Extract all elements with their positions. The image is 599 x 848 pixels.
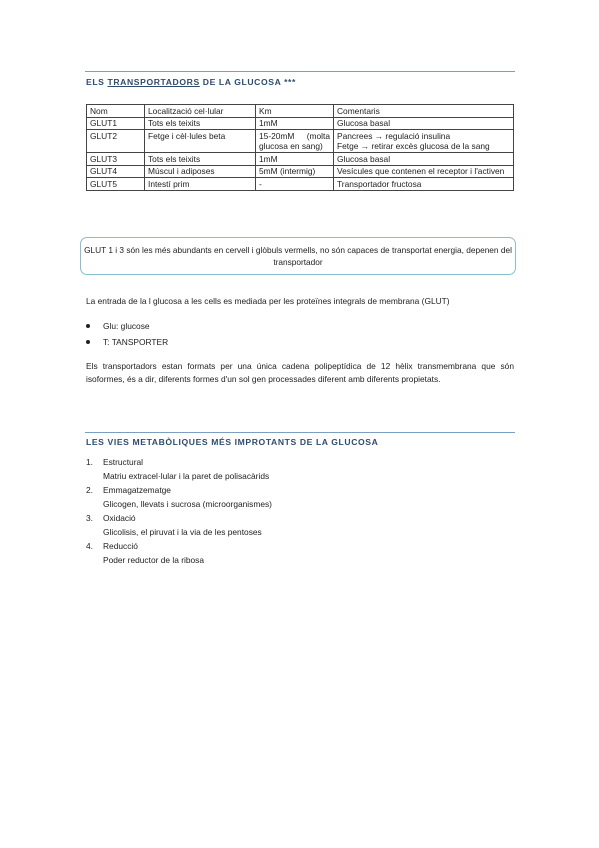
table-cell: - xyxy=(256,178,334,191)
list-item-title: Emmagatzematge xyxy=(103,485,171,495)
table-cell: Glucosa basal xyxy=(334,117,514,130)
bullet-dot-icon xyxy=(86,324,90,328)
list-item-detail: Glicogen, llevats i sucrosa (microorganismes) xyxy=(103,498,272,509)
list-item-detail: Matriu extracel·lular i la paret de polisacàrids xyxy=(103,470,270,481)
list-number: 1. xyxy=(86,457,93,467)
table-header-row xyxy=(87,105,514,118)
table-cell: Glucosa basal xyxy=(334,153,514,166)
table-cell: 5mM (intermig) xyxy=(256,165,334,178)
table-cell: GLUT1 xyxy=(87,117,145,130)
callout-text: GLUT 1 i 3 són les més abundants en cervell i glòbuls vermells, no són capaces de transportat energia, depenen del transportador xyxy=(84,245,512,267)
list-number: 2. xyxy=(86,485,93,495)
section-heading-pathways: LES VIES METABÒLIQUES MÉS IMPROTANTS DE LA GLUCOSA xyxy=(86,437,379,447)
list-number: 4. xyxy=(86,541,93,551)
table-cell: 1mM xyxy=(256,153,334,166)
table-cell: 1mM xyxy=(256,117,334,130)
list-item-title: Oxidació xyxy=(103,513,136,523)
table-cell: Intestí prim xyxy=(145,178,256,191)
table-cell: Pancrees → regulació insulina Fetge → retirar excès glucosa de la sang xyxy=(334,130,514,153)
table-cell: GLUT2 xyxy=(87,130,145,153)
table-row xyxy=(87,130,514,153)
table-row xyxy=(87,153,514,166)
table-row xyxy=(87,165,514,178)
intro-paragraph: La entrada de la l glucosa a les cells es mediada per les proteïnes integrals de membrana (GLUT) xyxy=(86,296,450,306)
table-cell: GLUT5 xyxy=(87,178,145,191)
table-cell: Transportador fructosa xyxy=(334,178,514,191)
section-divider-bottom xyxy=(85,432,515,433)
list-item-title: Estructural xyxy=(103,457,144,467)
list-item-detail: Glicolisis, el piruvat i la via de les pentoses xyxy=(103,526,262,537)
table-cell: GLUT3 xyxy=(87,153,145,166)
glut-table xyxy=(86,104,514,191)
table-header-cell: Localització cel·lular xyxy=(145,105,256,118)
table-cell: Tots els teixits xyxy=(145,153,256,166)
table-cell: Múscul i adiposes xyxy=(145,165,256,178)
table-header-cell: Comentaris xyxy=(334,105,514,118)
bullet-text: T: TANSPORTER xyxy=(103,337,169,347)
heading-underlined-word: TRANSPORTADORS xyxy=(107,77,200,87)
list-number: 3. xyxy=(86,513,93,523)
table-row xyxy=(87,117,514,130)
table-header-cell: Km xyxy=(256,105,334,118)
table-cell: Fetge i cèl·lules beta xyxy=(145,130,256,153)
list-item-detail: Poder reductor de la ribosa xyxy=(103,554,205,565)
list-item-title: Reducció xyxy=(103,541,138,551)
section-divider-top xyxy=(85,71,515,72)
body-paragraph: Els transportadors estan formats per una única cadena polipeptídica de 12 hèlix transmembrana que són isoformes, és a dir, diferents formes d'un sol gen processades diferent amb diferents propietats. xyxy=(86,361,514,384)
table-header-cell: Nom xyxy=(87,105,145,118)
table-cell: Tots els teixits xyxy=(145,117,256,130)
section-heading-transporters: ELS TRANSPORTADORS DE LA GLUCOSA *** xyxy=(86,77,296,87)
bullet-text: Glu: glucose xyxy=(103,321,150,331)
table-cell: Vesícules que contenen el receptor i l'activen xyxy=(334,165,514,178)
table-row xyxy=(87,178,514,191)
bullet-dot-icon xyxy=(86,340,90,344)
table-cell: GLUT4 xyxy=(87,165,145,178)
callout-box xyxy=(80,237,516,275)
table-cell: 15-20mM (molta glucosa en sang) xyxy=(256,130,334,153)
